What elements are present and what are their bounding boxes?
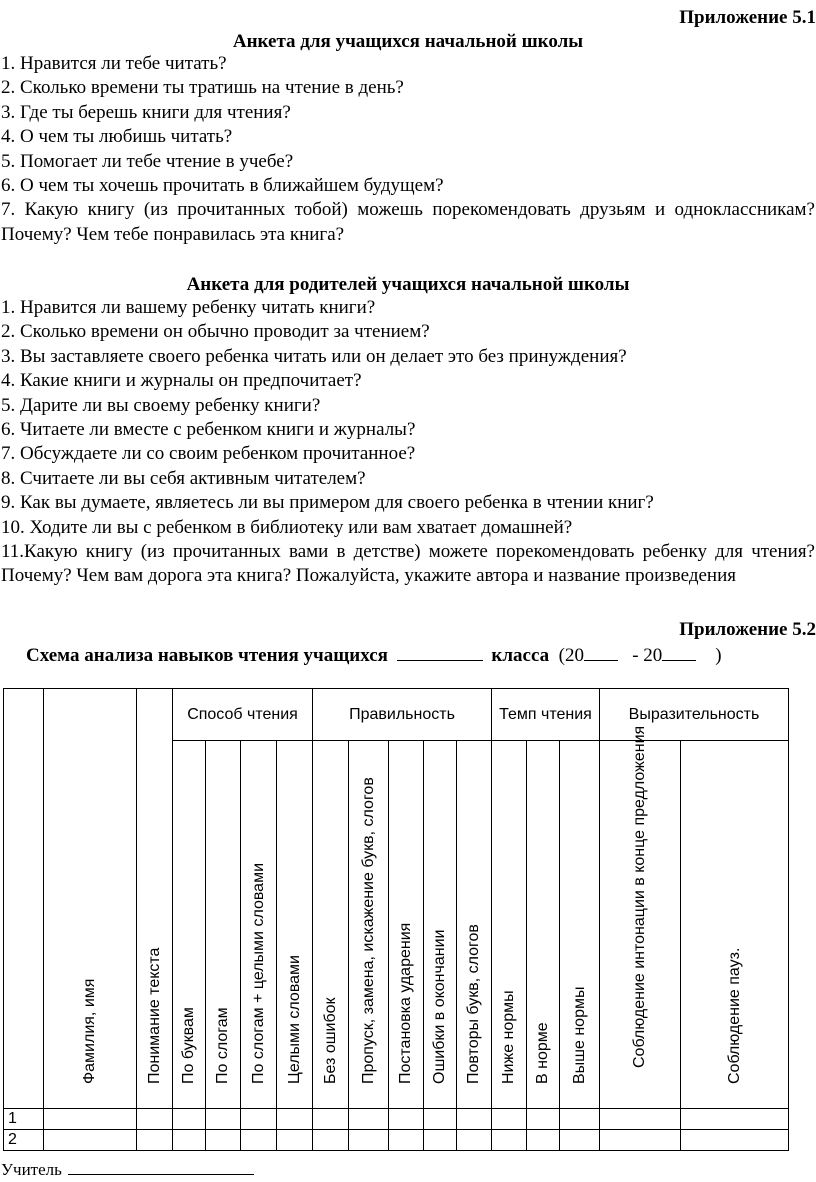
student-question: 3. Где ты берешь книги для чтения?: [1, 101, 291, 123]
table-cell[interactable]: [389, 1130, 424, 1151]
scheme-title: [26, 642, 722, 668]
parent-question: 7. Обсуждаете ли со своим ребенком прочитанное?: [1, 443, 416, 465]
teacher-signature-line[interactable]: [68, 1158, 254, 1175]
table-cell[interactable]: [492, 1109, 527, 1130]
table-cell[interactable]: [681, 1109, 789, 1130]
table-cell[interactable]: [560, 1130, 600, 1151]
table-cell[interactable]: [206, 1130, 241, 1151]
col-whole-words: Целыми словами: [277, 741, 313, 1109]
parent-question: 4. Какие книги и журналы он предпочитает?: [1, 370, 362, 392]
table-cell[interactable]: [349, 1130, 389, 1151]
number-column-header: [4, 689, 44, 1109]
table-row: [4, 1109, 789, 1130]
table-cell[interactable]: [681, 1130, 789, 1151]
year-open: (20: [558, 645, 584, 666]
table-cell[interactable]: [313, 1109, 349, 1130]
table-cell[interactable]: [457, 1109, 492, 1130]
table-cell[interactable]: [137, 1130, 173, 1151]
table-cell[interactable]: [560, 1109, 600, 1130]
row-number: 1: [4, 1109, 44, 1130]
year-separator: - 20: [632, 645, 663, 666]
parent-question: 5. Дарите ли вы своему ребенку книги?: [1, 394, 321, 416]
student-question: 4. О чем ты любишь читать?: [1, 126, 233, 148]
teacher-signature: [1, 1158, 254, 1181]
col-above-norm: Выше нормы: [560, 741, 600, 1109]
student-question: 5. Помогает ли тебе чтение в учебе?: [1, 150, 294, 172]
col-by-syllables: По слогам: [206, 741, 241, 1109]
year-start-blank[interactable]: [584, 642, 618, 661]
parent-question-list: [1, 296, 815, 589]
table-cell[interactable]: [241, 1109, 277, 1130]
table-cell[interactable]: [492, 1130, 527, 1151]
appendix-heading-5-1: Приложение 5.1: [679, 7, 816, 28]
parent-question: 3. Вы заставляете своего ребенка читать или он делает это без принуждения?: [1, 345, 627, 367]
parent-question: 8. Считаете ли вы себя активным читателем?: [1, 467, 366, 489]
parent-question: 9. Как вы думаете, являетесь ли вы примером для своего ребенка в чтении книг?: [1, 492, 654, 514]
table-cell[interactable]: [424, 1130, 457, 1151]
col-below-norm: Ниже нормы: [492, 741, 527, 1109]
col-omission: Пропуск, замена, искажение букв, слогов: [349, 741, 389, 1109]
col-intonation: Соблюдение интонации в конце предложения: [600, 741, 681, 1109]
parent-question: 1. Нравится ли вашему ребенку читать книги?: [1, 297, 376, 318]
table-cell[interactable]: [600, 1109, 681, 1130]
year-end-blank[interactable]: [662, 642, 696, 661]
parent-question: 11.Какую книгу (из прочитанных вами в детстве) можете порекомендовать ребенку для чтения? Почему? Чем вам дорога эта книга? Пожалуйста, укажите автора и название произведения: [1, 541, 815, 587]
col-pauses: Соблюдение пауз.: [681, 741, 789, 1109]
table-row: [4, 1130, 789, 1151]
table-cell[interactable]: [457, 1130, 492, 1151]
row-number: 2: [4, 1130, 44, 1151]
student-question: 2. Сколько времени ты тратишь на чтение в день?: [1, 77, 404, 99]
col-repeats: Повторы букв, слогов: [457, 741, 492, 1109]
table-cell[interactable]: [44, 1130, 137, 1151]
col-comprehension: Понимание текста: [137, 689, 173, 1109]
reading-skills-table: [3, 688, 789, 1151]
col-stress: Постановка ударения: [389, 741, 424, 1109]
table-cell[interactable]: [600, 1130, 681, 1151]
table-cell[interactable]: [206, 1109, 241, 1130]
table-cell[interactable]: [527, 1109, 560, 1130]
class-blank-line[interactable]: [397, 642, 483, 661]
table-cell[interactable]: [44, 1109, 137, 1130]
col-name: Фамилия, имя: [44, 689, 137, 1109]
col-syllables-and-words: По слогам + целыми словами: [241, 741, 277, 1109]
col-by-letters: По буквам: [173, 741, 206, 1109]
student-survey-title: Анкета для учащихся начальной школы: [232, 31, 584, 52]
parent-question: 6. Читаете ли вместе с ребенком книги и журналы?: [1, 419, 416, 441]
year-close: ): [715, 645, 722, 666]
teacher-label: Учитель: [1, 1160, 62, 1179]
group-tempo: Темп чтения: [492, 689, 600, 741]
col-no-errors: Без ошибок: [313, 741, 349, 1109]
parent-survey-title: Анкета для родителей учащихся начальной школы: [186, 274, 630, 295]
table-cell[interactable]: [349, 1109, 389, 1130]
table-cell[interactable]: [424, 1109, 457, 1130]
table-cell[interactable]: [277, 1109, 313, 1130]
student-question: 6. О чем ты хочешь прочитать в ближайшем будущем?: [1, 175, 444, 197]
table-cell[interactable]: [527, 1130, 560, 1151]
table-cell[interactable]: [173, 1109, 206, 1130]
student-question: 1. Нравится ли тебе читать?: [1, 53, 227, 74]
table-cell[interactable]: [277, 1130, 313, 1151]
col-endings: Ошибки в окончании: [424, 741, 457, 1109]
student-question: 7. Какую книгу (из прочитанных тобой) можешь порекомендовать друзьям и одноклассникам? Почему? Чем тебе понравилась эта книга?: [1, 199, 815, 245]
table-cell[interactable]: [389, 1109, 424, 1130]
appendix-heading-5-2: Приложение 5.2: [679, 619, 816, 640]
parent-question: 10. Ходите ли вы с ребенком в библиотеку или вам хватает домашней?: [1, 516, 573, 538]
group-expressiveness: Выразительность: [600, 689, 789, 741]
col-in-norm: В норме: [527, 741, 560, 1109]
student-question-list: [1, 52, 815, 247]
table-cell[interactable]: [313, 1130, 349, 1151]
scheme-title-text: Схема анализа навыков чтения учащихся: [26, 645, 388, 666]
group-reading-method: Способ чтения: [173, 689, 313, 741]
table-cell[interactable]: [173, 1130, 206, 1151]
scheme-class-word: класса: [491, 645, 550, 666]
table-cell[interactable]: [241, 1130, 277, 1151]
parent-question: 2. Сколько времени он обычно проводит за чтением?: [1, 321, 430, 343]
group-correctness: Правильность: [313, 689, 492, 741]
table-cell[interactable]: [137, 1109, 173, 1130]
